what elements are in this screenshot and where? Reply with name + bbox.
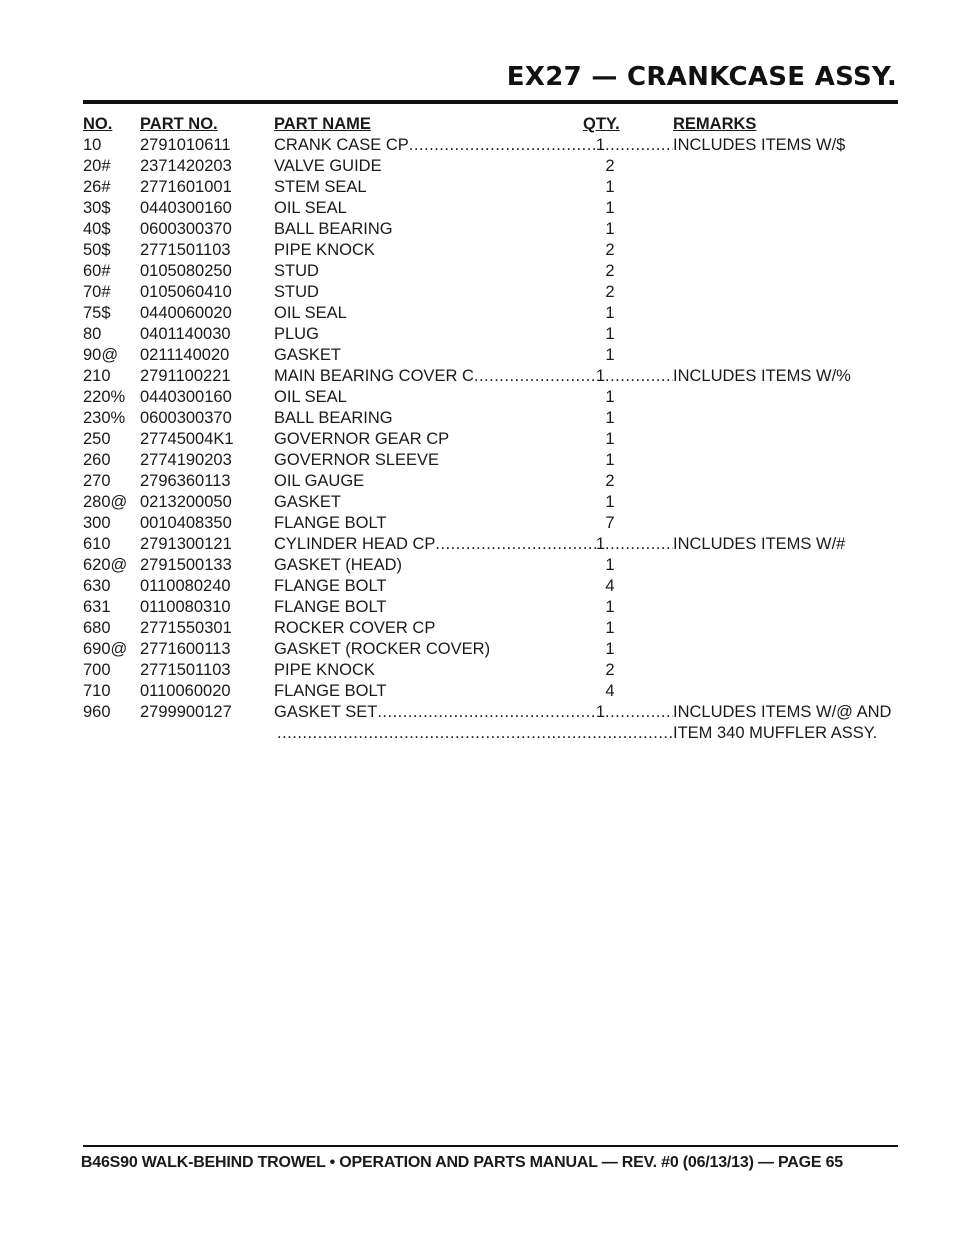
row-part-name: GOVERNOR SLEEVE	[274, 451, 440, 469]
table-row	[83, 261, 898, 282]
table-row	[83, 156, 898, 177]
row-no: 30$	[83, 199, 111, 217]
table-row	[83, 555, 898, 576]
row-qty: 1	[605, 388, 615, 406]
table-body	[83, 135, 898, 723]
table-row	[83, 240, 898, 261]
table-header	[83, 114, 898, 135]
row-part-no: 2796360113	[140, 472, 231, 490]
row-part-no: 2371420203	[140, 157, 232, 175]
row-qty: 1	[605, 598, 615, 616]
header-part-no: PART NO.	[140, 115, 218, 133]
row-part-no: 2791010611	[140, 136, 231, 154]
row-part-no: 2791100221	[140, 367, 231, 385]
table-row	[83, 492, 898, 513]
table-row	[83, 618, 898, 639]
row-no: 280@	[83, 493, 128, 511]
row-qty: 1	[605, 493, 615, 511]
table-row	[83, 660, 898, 681]
row-part-no: 2771601001	[140, 178, 232, 196]
row-qty: 1	[595, 535, 605, 553]
table-row	[83, 681, 898, 702]
row-qty: 7	[605, 514, 615, 532]
table-row	[83, 408, 898, 429]
row-part-name: PIPE KNOCK	[274, 241, 375, 259]
row-no: 700	[83, 661, 111, 679]
row-part-no: 0110080310	[140, 598, 231, 616]
row-part-no: 0105080250	[140, 262, 232, 280]
row-part-no: 2771550301	[140, 619, 232, 637]
row-no: 260	[83, 451, 111, 469]
row-qty: 1	[605, 640, 615, 658]
row-part-name: GASKET SET	[274, 703, 378, 721]
row-part-name: OIL SEAL	[274, 304, 347, 322]
row-qty: 1	[605, 409, 615, 427]
row-qty: 1	[605, 178, 615, 196]
row-part-no: 0440300160	[140, 199, 232, 217]
row-no: 631	[83, 598, 111, 616]
row-no: 230%	[83, 409, 126, 427]
footer-text: B46S90 WALK-BEHIND TROWEL • OPERATION AND PARTS MANUAL — REV. #0 (06/13/13) — PAGE 65	[80, 1154, 843, 1171]
row-part-name: VALVE GUIDE	[274, 157, 382, 175]
parts-table	[83, 114, 898, 744]
row-no: 620@	[83, 556, 128, 574]
header-qty: QTY.	[583, 115, 620, 133]
row-no: 250	[83, 430, 111, 448]
row-part-name: FLANGE BOLT	[274, 682, 387, 700]
row-no: 90@	[83, 346, 119, 364]
row-remarks: INCLUDES ITEMS W/#	[673, 535, 846, 553]
row-no: 220%	[83, 388, 126, 406]
row-part-no: 2771501103	[140, 241, 231, 259]
footer-rule	[83, 1145, 898, 1147]
row-part-no: 2791300121	[140, 535, 232, 553]
row-qty: 1	[595, 703, 605, 721]
row-part-name: PLUG	[274, 325, 319, 343]
row-part-no: 2771600113	[140, 640, 231, 658]
row-part-no: 0110060020	[140, 682, 231, 700]
row-no: 10	[83, 136, 102, 154]
table-row	[83, 471, 898, 492]
row-part-no: 2771501103	[140, 661, 231, 679]
leader-dots	[605, 366, 673, 387]
row-part-no: 0600300370	[140, 409, 232, 427]
row-part-name: ROCKER COVER CP	[274, 619, 436, 637]
row-qty: 2	[605, 157, 615, 175]
page-title: EX27 — CRANKCASE ASSY.	[506, 62, 897, 92]
row-part-no: 0105060410	[140, 283, 232, 301]
row-qty: 2	[605, 283, 615, 301]
row-no: 60#	[83, 262, 111, 280]
row-no: 26#	[83, 178, 111, 196]
table-row	[83, 324, 898, 345]
table-row	[83, 429, 898, 450]
row-part-name: GASKET	[274, 346, 341, 364]
leader-dots	[474, 366, 596, 387]
row-no: 75$	[83, 304, 111, 322]
row-part-name-leader	[274, 366, 605, 387]
table-row	[83, 597, 898, 618]
table-row-continuation	[83, 723, 898, 744]
row-no: 80	[83, 325, 102, 343]
row-no: 300	[83, 514, 111, 532]
leader-dots	[605, 534, 673, 555]
row-no: 610	[83, 535, 111, 553]
row-no: 210	[83, 367, 111, 385]
header-remarks: REMARKS	[673, 115, 757, 133]
leader-dots	[605, 135, 673, 156]
leader-dots	[605, 702, 673, 723]
table-row	[83, 513, 898, 534]
row-part-name: GASKET (HEAD)	[274, 556, 403, 574]
row-qty: 4	[605, 577, 615, 595]
title-rule	[83, 100, 898, 104]
row-part-no: 0110080240	[140, 577, 231, 595]
row-part-name: FLANGE BOLT	[274, 598, 387, 616]
header-no: NO.	[83, 115, 113, 133]
row-part-name: PIPE KNOCK	[274, 661, 375, 679]
table-row	[83, 387, 898, 408]
leader-dots	[277, 723, 673, 744]
row-no: 20#	[83, 157, 111, 175]
row-no: 50$	[83, 241, 111, 259]
row-no: 690@	[83, 640, 128, 658]
table-row	[83, 135, 898, 156]
row-part-name-leader	[274, 702, 605, 723]
table-row	[83, 639, 898, 660]
row-part-no: 0211140020	[140, 346, 230, 364]
row-remarks: ITEM 340 MUFFLER ASSY.	[673, 724, 878, 742]
table-row	[83, 576, 898, 597]
leader-dots	[435, 534, 595, 555]
row-qty: 2	[605, 262, 615, 280]
table-row	[83, 282, 898, 303]
row-part-name-leader	[274, 135, 605, 156]
row-no: 960	[83, 703, 111, 721]
table-row	[83, 345, 898, 366]
row-qty: 1	[605, 304, 615, 322]
row-part-name: GASKET	[274, 493, 341, 511]
row-no: 630	[83, 577, 111, 595]
row-part-no: 0600300370	[140, 220, 232, 238]
row-no: 680	[83, 619, 111, 637]
row-qty: 1	[595, 367, 605, 385]
row-part-no: 27745004K1	[140, 430, 234, 448]
row-part-no: 0401140030	[140, 325, 231, 343]
row-part-no: 0440300160	[140, 388, 232, 406]
row-qty: 2	[605, 661, 615, 679]
row-part-name: GASKET (ROCKER COVER)	[274, 640, 491, 658]
row-part-name: GOVERNOR GEAR CP	[274, 430, 450, 448]
row-no: 270	[83, 472, 111, 490]
row-remarks: INCLUDES ITEMS W/@ AND	[673, 703, 892, 721]
row-qty: 1	[605, 556, 615, 574]
row-part-no: 0440060020	[140, 304, 232, 322]
header-part-name: PART NAME	[274, 115, 371, 133]
row-qty: 1	[605, 199, 615, 217]
row-part-name: FLANGE BOLT	[274, 577, 387, 595]
row-remarks: INCLUDES ITEMS W/%	[673, 367, 851, 385]
row-part-no: 2791500133	[140, 556, 232, 574]
row-part-name: OIL SEAL	[274, 388, 347, 406]
row-part-name: OIL SEAL	[274, 199, 347, 217]
row-qty: 4	[605, 682, 615, 700]
row-no: 40$	[83, 220, 111, 238]
row-qty: 1	[605, 346, 615, 364]
row-part-no: 0213200050	[140, 493, 232, 511]
table-row	[83, 450, 898, 471]
table-row	[83, 702, 898, 723]
row-part-name: FLANGE BOLT	[274, 514, 387, 532]
row-remarks: INCLUDES ITEMS W/$	[673, 136, 846, 154]
row-qty: 2	[605, 472, 615, 490]
row-qty: 1	[605, 451, 615, 469]
row-part-name: STEM SEAL	[274, 178, 367, 196]
row-part-name: BALL BEARING	[274, 409, 393, 427]
row-part-name: OIL GAUGE	[274, 472, 365, 490]
row-no: 710	[83, 682, 111, 700]
row-part-name-leader	[274, 534, 605, 555]
leader-dots	[377, 702, 596, 723]
row-qty: 1	[605, 325, 615, 343]
row-part-no: 2774190203	[140, 451, 232, 469]
table-row	[83, 177, 898, 198]
row-part-name: CRANK CASE CP	[274, 136, 409, 154]
row-qty: 1	[605, 619, 615, 637]
row-part-no: 2799900127	[140, 703, 232, 721]
row-qty: 2	[605, 241, 615, 259]
row-part-name: BALL BEARING	[274, 220, 393, 238]
row-part-name: STUD	[274, 262, 319, 280]
row-part-name: MAIN BEARING COVER C	[274, 367, 474, 385]
row-part-name: STUD	[274, 283, 319, 301]
row-part-no: 0010408350	[140, 514, 232, 532]
table-row	[83, 534, 898, 555]
table-row	[83, 219, 898, 240]
table-row	[83, 366, 898, 387]
row-qty: 1	[605, 220, 615, 238]
table-row	[83, 303, 898, 324]
row-no: 70#	[83, 283, 111, 301]
table-row	[83, 198, 898, 219]
row-qty: 1	[595, 136, 605, 154]
leader-dots	[409, 135, 596, 156]
row-qty: 1	[605, 430, 615, 448]
row-part-name: CYLINDER HEAD CP	[274, 535, 436, 553]
